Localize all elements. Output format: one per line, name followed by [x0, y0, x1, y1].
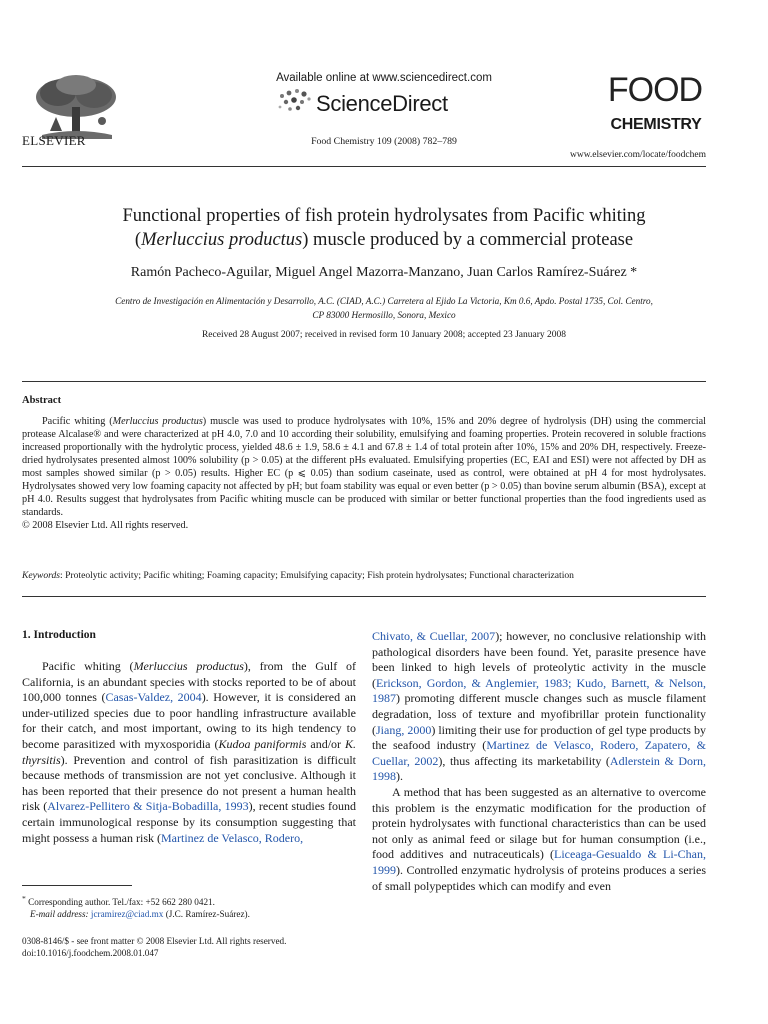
intro-paragraph-1-continued	[372, 629, 706, 785]
citation-link[interactable]: Martinez de Velasco, Rodero,	[161, 830, 304, 845]
received-dates: Received 28 August 2007; received in revised form 10 January 2008; accepted 23 January 2008	[201, 330, 567, 340]
intro-text: ) promoting different muscle changes such as muscle filament degradation, loss of texture and myofibrillar protein functionality (	[372, 691, 706, 737]
affiliation-line-1: Centro de Investigación en Alimentación y Desarrollo, A.C. (CIAD, A.C.) Carretera al Ejido La Victoria, Km 0.6, Apdo. Postal 1735, Col. Centro,	[115, 296, 653, 306]
available-online-text[interactable]: Available online at www.sciencedirect.com	[276, 72, 492, 84]
right-column	[372, 629, 706, 894]
intro-text: Pacific whiting (	[42, 659, 134, 673]
intro-paragraph-1	[22, 659, 356, 846]
title-line-2	[22, 228, 746, 252]
intro-paragraph-2	[372, 785, 706, 894]
abstract-species: Merluccius productus	[112, 416, 203, 427]
footnote	[22, 893, 356, 920]
keywords-list: : Proteolytic activity; Pacific whiting; Foaming capacity; Emulsifying capacity; Fish protein hydrolysates; Functional characterization	[60, 570, 574, 581]
title-line-1: Functional properties of fish protein hydrolysates from Pacific whiting	[122, 206, 646, 226]
intro-species: K. thyrsitis	[22, 736, 357, 767]
intro-text: ) limiting their use for production of gel type products by the seafood industry (	[372, 722, 706, 753]
publisher-name: ELSEVIER	[22, 133, 86, 148]
abstract-text: ) muscle was used to produce hydrolysates with 10%, 15% and 20% degree of hydrolysis (DH) using the commercial protease Alcalase® and were characterized at pH 4.0, 7.0 and 10 according their solubility, emulsifying and foaming properties. Protein recovered in soluble fractions increased proportionally with the hydrolytic process, yielded 48.6 ± 1.9, 58.6 ± 4.1 and 67.8 ± 1.4 of total protein after 10%, 15% and 20% DH, respectively. Freeze-dried hydrolysates presented almost 100% solubility (p > 0.05) at the different pHs evaluated. Emulsifying properties (EC, EAI and ESI) were not affected by DH as most samples showed similar (p > 0.05) results. Higher EC (p ⩽ 0.05) than sodium caseinate, used as control, were obtained at pH 4 for most hydrolysates. Hydrolysates showed very low foaming capacity not affected by pH; but foam stability was equal or even better (p > 0.05) than bovine serum albumin (BSA), except at pH 4.0. Results suggest that hydrolysates from Pacific whiting muscle can be produced with similar or better functional properties than the food ingredients used as standards.	[22, 416, 706, 518]
email-link[interactable]: jcramirez@ciad.mx	[90, 909, 164, 920]
sciencedirect-wordmark[interactable]: ScienceDirect	[316, 91, 448, 116]
abstract-heading: Abstract	[22, 395, 62, 406]
keywords	[22, 570, 706, 581]
front-matter-line: 0308-8146/$ - see front matter © 2008 Elsevier Ltd. All rights reserved.	[22, 936, 287, 946]
intro-text: A method that has been suggested as an alternative to overcome this problem is the enzymatic modification for the production of protein hydrolysates with functional characteristics than can be used not only as animal feed or silage but for human consumption (i.e., food additives and nutraceuticals) (	[372, 784, 706, 862]
intro-text: ).	[396, 769, 403, 784]
title-paren: (	[134, 230, 142, 250]
title-species: Merluccius productus	[141, 230, 303, 250]
journal-logo-chemistry: CHEMISTRY	[610, 116, 702, 133]
corresponding-text: Corresponding author. Tel./fax: +52 662 280 0421.	[28, 897, 215, 908]
affiliation-line-2: CP 83000 Hermosillo, Sonora, Mexico	[312, 310, 456, 320]
affiliation	[40, 294, 728, 322]
intro-species: Kudoa paniformis	[218, 736, 307, 751]
keywords-label: Keywords	[22, 570, 61, 581]
abstract-body	[22, 415, 706, 532]
abstract-top-divider	[22, 381, 706, 382]
email-line	[22, 908, 356, 920]
abstract-bottom-divider	[22, 596, 706, 597]
abstract-text: Pacific whiting (	[42, 416, 113, 427]
intro-text: ), thus affecting its marketability (	[438, 753, 610, 768]
citation-link[interactable]: Casas-Valdez, 2004	[105, 690, 202, 705]
doi-line[interactable]: doi:10.1016/j.foodchem.2008.01.047	[22, 948, 159, 958]
citation-link[interactable]: Adlerstein & Dorn, 1998	[372, 753, 707, 784]
front-matter-footer	[22, 935, 422, 959]
title-rest: ) muscle produced by a commercial protease	[302, 230, 634, 250]
email-label: E-mail address:	[30, 909, 89, 920]
author-list: Ramón Pacheco-Aguilar, Miguel Angel Mazorra-Manzano, Juan Carlos Ramírez-Suárez *	[130, 265, 638, 280]
intro-text: ); however, no conclusive relationship with pathological disorders have been found. Yet, parasite presence have been linked to high levels of proteolytic activity in the muscle (	[372, 629, 707, 690]
journal-reference: Food Chemistry 109 (2008) 782–789	[311, 136, 457, 147]
footnote-divider	[22, 885, 132, 886]
intro-text: ). Prevention and control of fish parasitization is difficult because methods of transmission are not yet conclusive. Although it has been reported that their presence do not present a human health risk (	[22, 752, 356, 814]
abstract-paragraph	[22, 415, 706, 519]
sciencedirect-dots-icon	[276, 88, 314, 116]
citation-link[interactable]: Liceaga-Gesualdo & Li-Chan, 1999	[372, 847, 706, 877]
article-title	[22, 204, 746, 252]
intro-text: ). Controlled enzymatic hydrolysis of proteins produces a series of small polypeptides which can modify and even	[372, 862, 706, 893]
left-column	[22, 659, 356, 846]
abstract-copyright: © 2008 Elsevier Ltd. All rights reserved.	[22, 520, 189, 531]
intro-text: ), from the Gulf of California, is an abundant species with stocks reported to be of about 100,000 tonnes (	[22, 659, 356, 705]
citation-link[interactable]: Alvarez-Pellitero & Sitja-Bobadilla, 1993	[47, 799, 249, 814]
header-divider	[22, 166, 706, 167]
section-heading-introduction: 1. Introduction	[22, 629, 96, 641]
intro-text: ), recent studies found certain immunological response by its consumption suggesting that might possess a human risk (	[22, 799, 357, 845]
journal-logo-food: FOOD	[607, 71, 703, 109]
citation-link[interactable]: Chivato, & Cuellar, 2007	[372, 629, 496, 643]
journal-url[interactable]: www.elsevier.com/locate/foodchem	[569, 150, 706, 160]
intro-species: Merluccius productus	[133, 659, 244, 673]
corresponding-author-note: * Corresponding author. Tel./fax: +52 662 280 0421.	[22, 894, 215, 908]
intro-text: ). However, it is considered an under-utilized species due to poor handling infrastructure available for their catch, and most important, owing to its high tendency to become parasitized with myxosporidia (	[22, 690, 357, 751]
citation-link[interactable]: Erickson, Gordon, & Anglemier, 1983; Kudo, Barnett, & Nelson, 1987	[372, 675, 706, 706]
citation-link[interactable]: Jiang, 2000	[376, 722, 432, 737]
email-suffix: (J.C. Ramírez-Suárez).	[163, 909, 250, 920]
intro-text: and/or	[306, 736, 346, 751]
citation-link[interactable]: Martinez de Velasco, Rodero, Zapatero, & Cuellar, 2002	[372, 738, 707, 768]
